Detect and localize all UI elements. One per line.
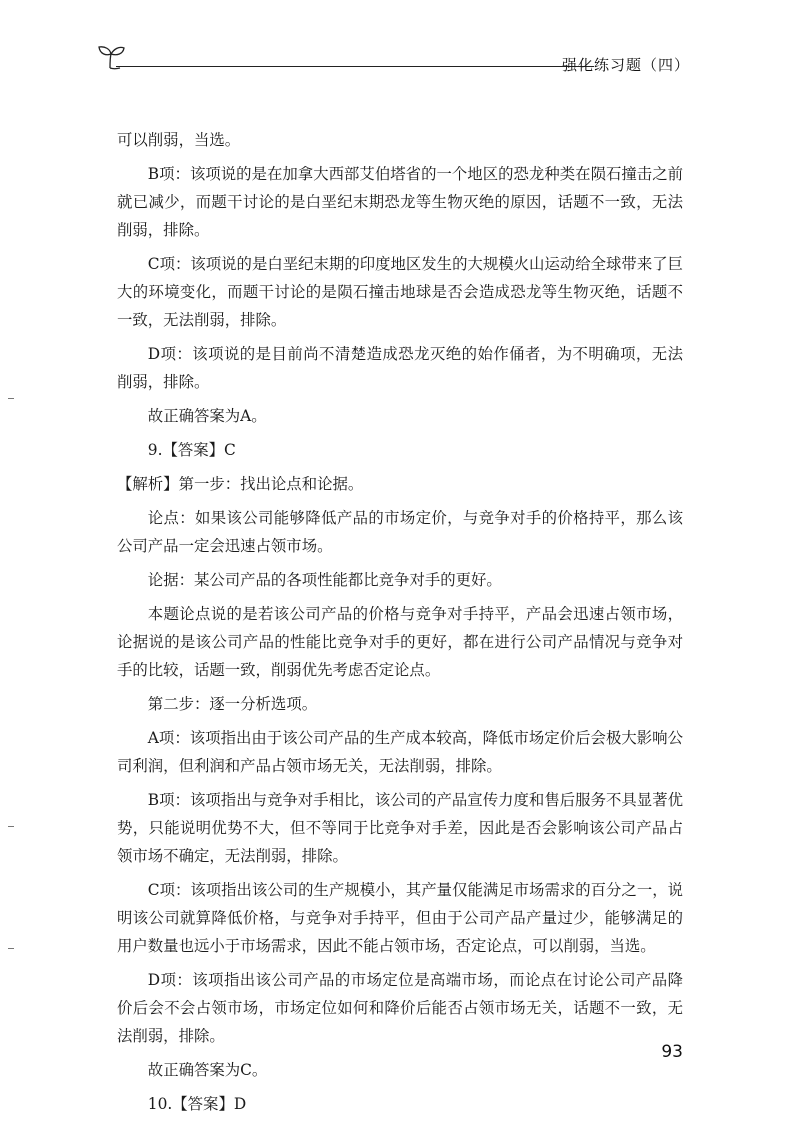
header-title: 强化练习题（四） xyxy=(561,56,690,74)
paragraph: B项：该项指出与竞争对手相比，该公司的产品宣传力度和售后服务不具显著优势，只能说明优势不大，但不等同于比竞争对手差，因此是否会影响该公司产品占领市场不确定，无法削弱，排除。 xyxy=(117,791,683,865)
paragraph: 可以削弱，当选。 xyxy=(117,131,241,149)
paragraph: B项：该项说的是在加拿大西部艾伯塔省的一个地区的恐龙种类在陨石撞击之前就已减少，而题干讨论的是白垩纪末期恐龙等生物灭绝的原因，话题不一致，无法削弱，排除。 xyxy=(117,165,683,239)
answer-heading: 9.【答案】C xyxy=(147,441,236,459)
answer-heading: 10.【答案】D xyxy=(147,1095,247,1113)
paragraph: 论据：某公司产品的各项性能都比竞争对手的更好。 xyxy=(147,571,502,589)
paragraph: C项：该项指出该公司的生产规模小，其产量仅能满足市场需求的百分之一，说明该公司就算降低价格，与竞争对手持平，但由于公司产品产量过少，能够满足的用户数量也远小于市场需求，因此不能占领市场，否定论点，可以削弱，当选。 xyxy=(117,881,683,955)
scan-margin-mark xyxy=(8,398,14,399)
running-header xyxy=(96,40,696,80)
scan-margin-mark xyxy=(8,826,14,827)
paragraph: D项：该项说的是目前尚不清楚造成恐龙灭绝的始作俑者，为不明确项，无法削弱，排除。 xyxy=(117,345,683,391)
paragraph: 第二步：逐一分析选项。 xyxy=(147,695,318,713)
page-number: 93 xyxy=(661,1042,683,1062)
paragraph: A项：该项指出由于该公司产品的生产成本较高，降低市场定价后会极大影响公司利润，但利润和产品占领市场无关，无法削弱，排除。 xyxy=(117,729,683,775)
header-rule xyxy=(116,66,594,67)
paragraph: 本题论点说的是若该公司产品的价格与竞争对手持平，产品会迅速占领市场，论据说的是该公司产品的性能比竞争对手的更好，都在进行公司产品情况与竞争对手的比较，话题一致，削弱优先考虑否定论点。 xyxy=(117,605,683,679)
paragraph: D项：该项指出该公司产品的市场定位是高端市场，而论点在讨论公司产品降价后会不会占领市场，市场定位如何和降价后能否占领市场无关，话题不一致，无法削弱，排除。 xyxy=(117,971,683,1045)
paragraph: 故正确答案为A。 xyxy=(147,407,267,425)
paragraph: 论点：如果该公司能够降低产品的市场定价，与竞争对手的价格持平，那么该公司产品一定会迅速占领市场。 xyxy=(117,509,683,555)
paragraph: 故正确答案为C。 xyxy=(147,1061,268,1079)
paragraph: C项：该项说的是白垩纪末期的印度地区发生的大规模火山运动给全球带来了巨大的环境变化，而题干讨论的是陨石撞击地球是否会造成恐龙等生物灭绝，话题不一致，无法削弱，排除。 xyxy=(117,255,683,329)
page-body xyxy=(117,126,683,1124)
scan-margin-mark xyxy=(8,948,14,949)
analysis-heading: 【解析】第一步：找出论点和论据。 xyxy=(117,475,364,493)
